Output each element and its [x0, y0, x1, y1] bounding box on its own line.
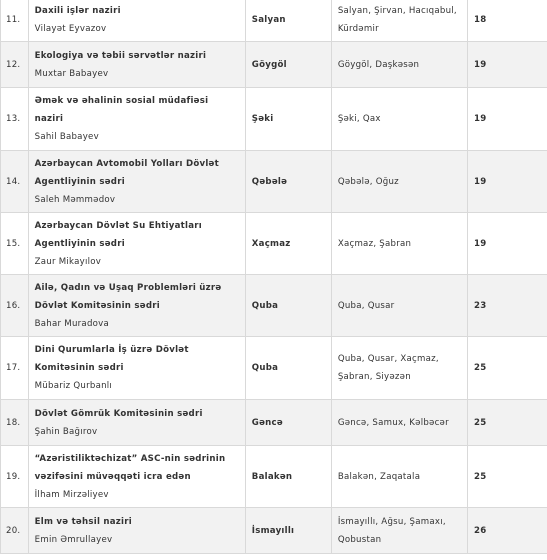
position-cell [28, 400, 245, 446]
count-cell: 25 [468, 446, 547, 508]
position-title: Dini Qurumlarla İş üzrə Dövlət Komitəsinin sədri [34, 345, 189, 373]
position-cell [28, 337, 245, 400]
count-cell: 25 [468, 337, 547, 400]
table-row [1, 508, 547, 554]
table-row [1, 213, 547, 275]
districts-cell: Xaçmaz, Şabran [331, 213, 467, 275]
table-row [1, 446, 547, 508]
districts-cell: Quba, Qusar [331, 275, 467, 337]
person-name: İlham Mirzəliyev [34, 489, 109, 500]
position-title: Elm və təhsil naziri [34, 516, 132, 527]
row-number: 15. [1, 213, 29, 275]
position-title: Ailə, Qadın və Uşaq Problemləri üzrə Dövlət Komitəsinin sədri [34, 282, 222, 311]
position-cell [28, 42, 245, 88]
count-cell: 19 [468, 42, 547, 88]
person-name: Emin Əmrullayev [34, 534, 113, 545]
city-cell: İsmayıllı [245, 508, 331, 554]
person-name: Zaur Mikayılov [34, 256, 102, 267]
row-number: 18. [1, 400, 29, 446]
row-number: 19. [1, 446, 29, 508]
position-cell [28, 275, 245, 337]
count-cell: 25 [468, 400, 547, 446]
count-cell: 23 [468, 275, 547, 337]
city-cell: Xaçmaz [245, 213, 331, 275]
districts-cell: Gəncə, Samux, Kəlbəcər [331, 400, 467, 446]
table-row [1, 151, 547, 213]
position-title: Azərbaycan Dövlət Su Ehtiyatları Agentliyinin sədri [34, 220, 202, 249]
city-cell: Qəbələ [245, 151, 331, 213]
position-cell [28, 151, 245, 213]
person-name: Şahin Bağırov [34, 426, 98, 437]
districts-cell: İsmayıllı, Ağsu, Şamaxı, Qobustan [331, 508, 467, 554]
districts-cell: Balakən, Zaqatala [331, 446, 467, 508]
count-cell: 19 [468, 213, 547, 275]
count-cell: 19 [468, 88, 547, 151]
city-cell: Quba [245, 275, 331, 337]
districts-cell: Qəbələ, Oğuz [331, 151, 467, 213]
row-number: 11. [1, 0, 29, 42]
position-cell [28, 213, 245, 275]
person-name: Vilayət Eyvazov [34, 23, 107, 34]
city-cell: Salyan [245, 0, 331, 42]
person-name: Saleh Məmmədov [34, 194, 116, 205]
position-cell [28, 0, 245, 42]
person-name: Mübariz Qurbanlı [34, 381, 113, 391]
table-row [1, 400, 547, 446]
person-name: Sahil Babayev [34, 132, 99, 142]
row-number: 13. [1, 88, 29, 151]
table-row [1, 88, 547, 151]
row-number: 20. [1, 508, 29, 554]
table-row [1, 275, 547, 337]
count-cell: 18 [468, 0, 547, 42]
districts-cell: Göygöl, Daşkəsən [331, 42, 467, 88]
count-cell: 26 [468, 508, 547, 554]
table-row [1, 0, 547, 42]
city-cell: Gəncə [245, 400, 331, 446]
row-number: 12. [1, 42, 29, 88]
position-cell [28, 508, 245, 554]
position-cell [28, 446, 245, 508]
row-number: 16. [1, 275, 29, 337]
position-title: Daxili işlər naziri [34, 5, 121, 16]
table-body [1, 0, 547, 554]
row-number: 17. [1, 337, 29, 400]
person-name: Bahar Muradova [34, 318, 110, 329]
person-name: Muxtar Babayev [34, 68, 109, 79]
position-title: “Azəristiliktəchizat” ASC-nin sədrinin vəzifəsini müvəqqəti icra edən [34, 453, 226, 482]
districts-cell: Quba, Qusar, Xaçmaz, Şabran, Siyəzən [331, 337, 467, 400]
districts-cell: Salyan, Şirvan, Hacıqabul, Kürdəmir [331, 0, 467, 42]
position-cell [28, 88, 245, 151]
city-cell: Balakən [245, 446, 331, 508]
table-row [1, 337, 547, 400]
city-cell: Göygöl [245, 42, 331, 88]
position-title: Ekologiya və təbii sərvətlər naziri [34, 50, 207, 61]
city-cell: Şəki [245, 88, 331, 151]
position-title: Dövlət Gömrük Komitəsinin sədri [34, 408, 203, 419]
districts-cell: Şəki, Qax [331, 88, 467, 151]
row-number: 14. [1, 151, 29, 213]
table-row [1, 42, 547, 88]
count-cell: 19 [468, 151, 547, 213]
city-cell: Quba [245, 337, 331, 400]
position-title: Azərbaycan Avtomobil Yolları Dövlət Agentliyinin sədri [34, 158, 219, 187]
position-title: Əmək və əhalinin sosial müdafiəsi naziri [34, 96, 209, 124]
